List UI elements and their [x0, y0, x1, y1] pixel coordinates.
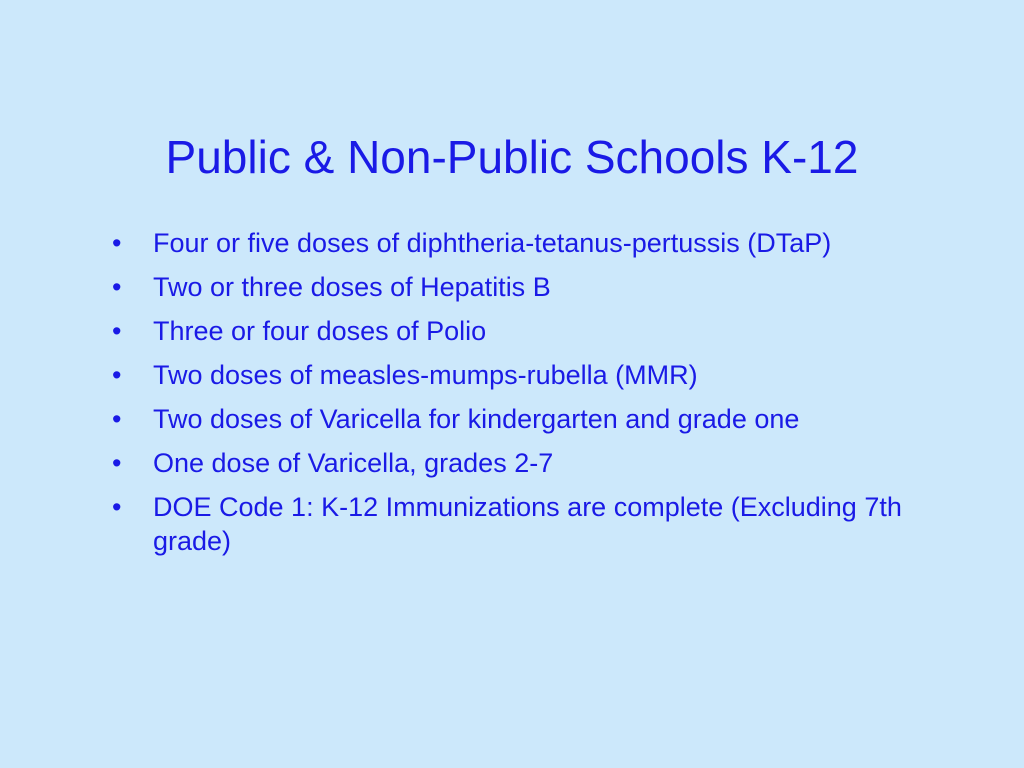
bullet-icon: •: [112, 228, 122, 258]
list-item: [112, 402, 922, 436]
bullet-list: [112, 226, 922, 568]
list-item: [112, 490, 922, 558]
bullet-text: Three or four doses of Polio: [153, 316, 487, 346]
bullet-text: One dose of Varicella, grades 2-7: [153, 448, 554, 478]
bullet-icon: •: [112, 316, 122, 346]
bullet-text: Two doses of Varicella for kindergarten and grade one: [153, 404, 800, 434]
list-item: [112, 270, 922, 304]
bullet-text: DOE Code 1: K-12 Immunizations are complete (Excluding 7th grade): [153, 492, 902, 556]
bullet-icon: •: [112, 272, 122, 302]
list-item: [112, 358, 922, 392]
bullet-icon: •: [112, 404, 122, 434]
bullet-icon: •: [112, 448, 122, 478]
list-item: [112, 226, 922, 260]
bullet-text: Two doses of measles-mumps-rubella (MMR): [153, 360, 698, 390]
slide-title: Public & Non-Public Schools K-12: [165, 131, 859, 183]
list-item: [112, 314, 922, 348]
bullet-icon: •: [112, 492, 122, 522]
bullet-icon: •: [112, 360, 122, 390]
bullet-text: Four or five doses of diphtheria-tetanus-pertussis (DTaP): [153, 228, 832, 258]
list-item: [112, 446, 922, 480]
bullet-text: Two or three doses of Hepatitis B: [153, 272, 551, 302]
